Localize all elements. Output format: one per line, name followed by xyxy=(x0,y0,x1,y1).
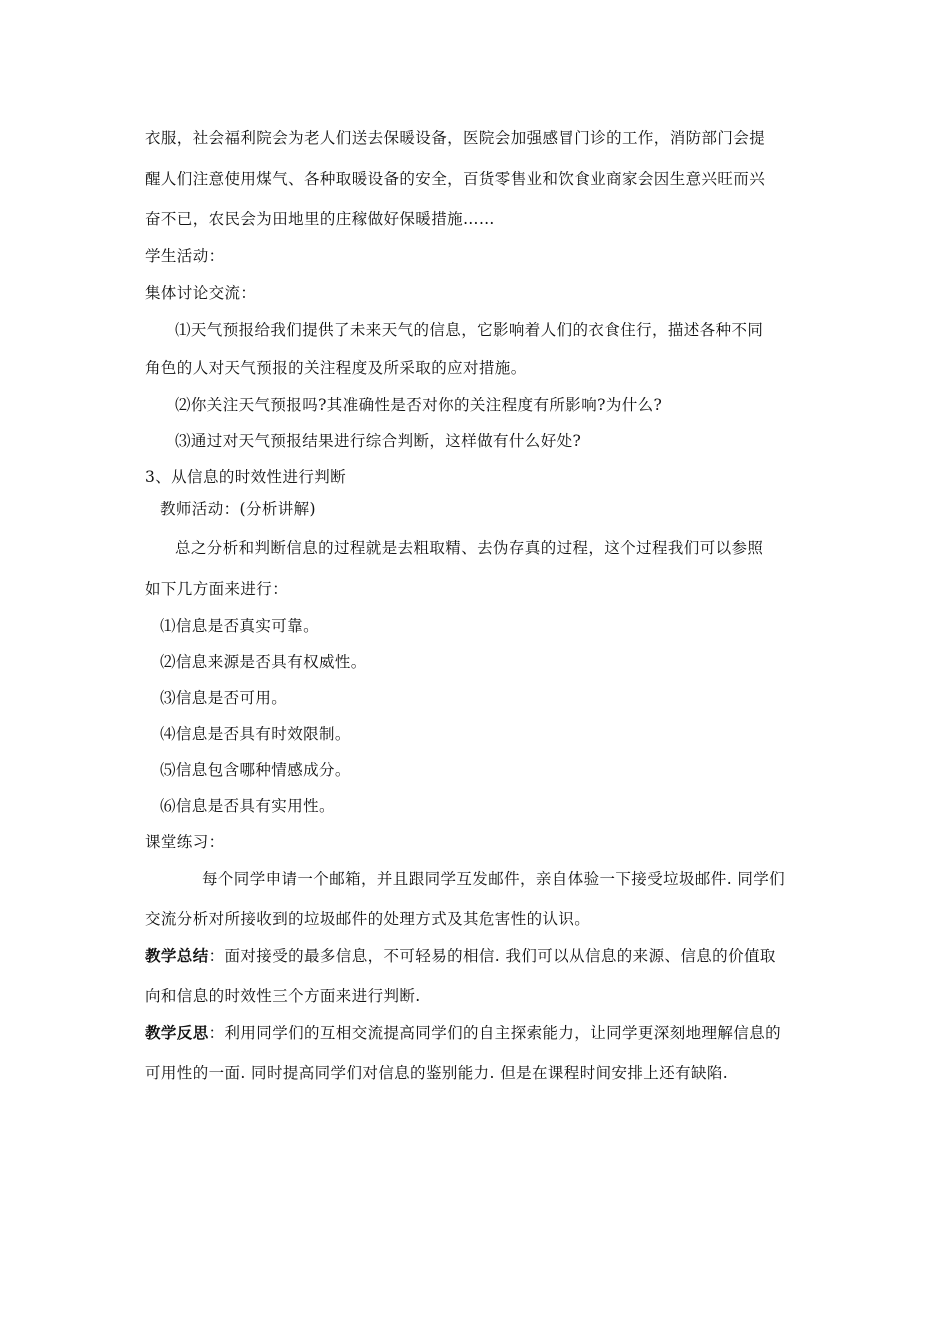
teaching-reflection-label: 教学反思 xyxy=(145,1023,209,1042)
teaching-reflection-text-1: ：利用同学们的互相交流提高同学们的自主探索能力，让同学更深刻地理解信息的 xyxy=(208,1024,782,1042)
discussion-item-1-cont: 角色的人对天气预报的关注程度及所采取的应对措施。 xyxy=(145,359,527,377)
criteria-item-3: ⑶信息是否可用。 xyxy=(160,689,288,707)
intro-line-1: 衣服，社会福利院会为老人们送去保暖设备，医院会加强感冒门诊的工作，消防部门会提 xyxy=(145,129,766,147)
criteria-item-4: ⑷信息是否具有时效限制。 xyxy=(160,725,351,743)
criteria-item-5: ⑸信息包含哪种情感成分。 xyxy=(160,761,351,779)
section-3-heading: 3、从信息的时效性进行判断 xyxy=(145,468,347,486)
discussion-item-3: ⑶通过对天气预报结果进行综合判断，这样做有什么好处? xyxy=(175,432,582,450)
teaching-summary-text-1: ：面对接受的最多信息，不可轻易的相信. 我们可以从信息的来源、信息的价值取 xyxy=(208,947,776,965)
discussion-item-2: ⑵你关注天气预报吗?其准确性是否对你的关注程度有所影响?为什么? xyxy=(175,396,663,414)
student-activity-heading: 学生活动： xyxy=(145,247,225,265)
teaching-reflection-line-1 xyxy=(145,1023,781,1043)
teaching-summary-label: 教学总结 xyxy=(145,946,209,965)
practice-heading: 课堂练习： xyxy=(145,833,225,851)
summary-line-2: 如下几方面来进行： xyxy=(145,580,289,598)
criteria-item-2: ⑵信息来源是否具有权威性。 xyxy=(160,653,367,671)
practice-line-1: 每个同学申请一个邮箱，并且跟同学互发邮件，亲自体验一下接受垃圾邮件. 同学们 xyxy=(202,870,786,888)
teacher-activity-heading: 教师活动：(分析讲解) xyxy=(160,500,316,518)
practice-line-2: 交流分析对所接收到的垃圾邮件的处理方式及其危害性的认识。 xyxy=(145,910,591,928)
teaching-summary-line-1 xyxy=(145,946,776,966)
criteria-item-1: ⑴信息是否真实可靠。 xyxy=(160,617,320,635)
group-discussion-heading: 集体讨论交流： xyxy=(145,284,257,302)
teaching-summary-line-2: 向和信息的时效性三个方面来进行判断. xyxy=(145,987,421,1005)
teaching-reflection-line-2: 可用性的一面. 同时提高同学们对信息的鉴别能力. 但是在课程时间安排上还有缺陷. xyxy=(145,1064,729,1082)
intro-line-2: 醒人们注意使用煤气、各种取暖设备的安全，百货零售业和饮食业商家会因生意兴旺而兴 xyxy=(145,170,766,188)
discussion-item-1: ⑴天气预报给我们提供了未来天气的信息，它影响着人们的衣食住行，描述各种不同 xyxy=(175,321,764,339)
summary-line-1: 总之分析和判断信息的过程就是去粗取精、去伪存真的过程，这个过程我们可以参照 xyxy=(175,539,764,557)
criteria-item-6: ⑹信息是否具有实用性。 xyxy=(160,797,335,815)
intro-line-3: 奋不已，农民会为田地里的庄稼做好保暖措施…… xyxy=(145,210,495,228)
